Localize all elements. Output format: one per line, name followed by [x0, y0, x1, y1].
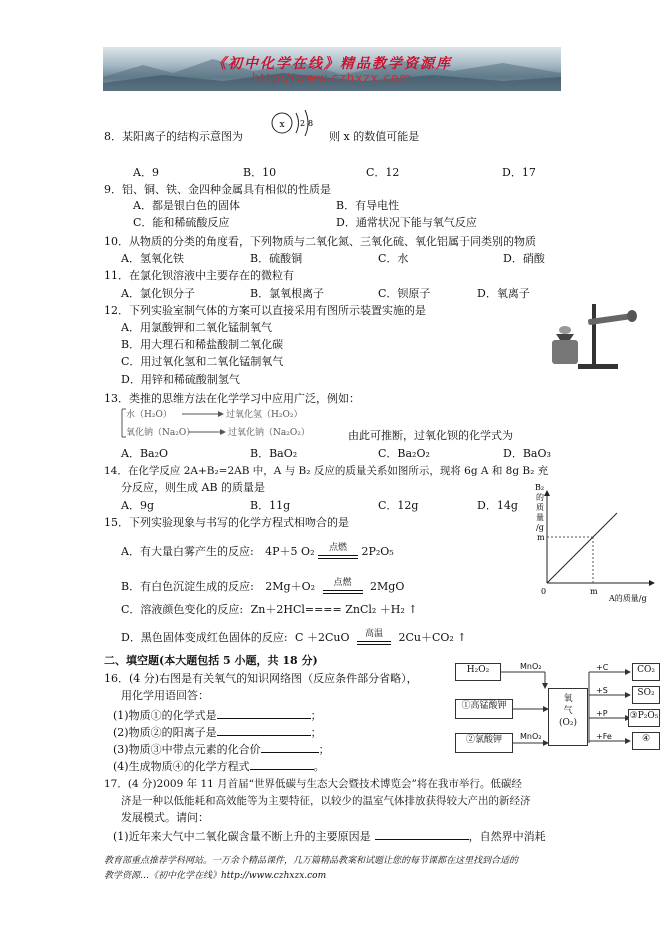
- q16-answer1-blank[interactable]: [217, 707, 311, 719]
- q17-text1: 17．(4 分)2009 年 11 月首届“世界低碳与生态大会暨技术博览会”将在我市举行。低碳经: [104, 778, 522, 790]
- q15-c-equation: Zn＋2HCl==== ZnCl₂ ＋H₂ ↑: [250, 603, 418, 616]
- q11-option-a[interactable]: A．氯化钡分子: [121, 287, 195, 300]
- q16-sub4: [113, 758, 325, 774]
- q13-option-c[interactable]: C．Ba₂O₂: [378, 447, 430, 460]
- shell2-label: 8: [308, 119, 314, 128]
- q15-option-b[interactable]: [121, 580, 404, 594]
- oxygen-char-1: 氧: [563, 694, 573, 704]
- q10-text: 10．从物质的分类的角度看，下列物质与二氧化氮、三氧化硫、氧化铝属于同类别的物质: [104, 235, 536, 248]
- q9-option-c[interactable]: C．能和稀硫酸反应: [133, 216, 230, 229]
- chart-ytick-m: m: [537, 533, 545, 542]
- q16-sub3: [113, 741, 330, 757]
- q12-option-d[interactable]: D．用锌和稀硫酸制氢气: [121, 373, 240, 386]
- box-oxygen: [548, 688, 588, 746]
- header-banner: [103, 47, 561, 91]
- box-four: ④: [632, 732, 660, 750]
- banner-url[interactable]: http://www.czhxzx.com: [251, 71, 413, 85]
- q15-b-lhs: 2Mg＋O₂: [265, 580, 316, 593]
- q17-text3: 发展模式。请问：: [121, 811, 209, 824]
- q15-a-lhs: 4P＋5 O₂: [265, 545, 315, 558]
- q16-answer3-blank[interactable]: [261, 741, 319, 753]
- q10-option-b[interactable]: B．硫酸铜: [250, 252, 303, 265]
- label-mno2-top: MnO₂: [520, 662, 542, 671]
- footer-line2[interactable]: 教学资源…《初中化学在线》http://www.czhxzx.com: [104, 871, 327, 881]
- q15-option-c[interactable]: [121, 603, 418, 617]
- chart-ylabel-5: /g: [536, 523, 544, 532]
- q16-answer2-blank[interactable]: [217, 724, 311, 736]
- footer-line1: 教育部重点推荐学科网站。一万余个精品课件，几万篇精品教案和试题让您的每节课都在这里找到合适的: [104, 856, 519, 866]
- analogy-diagram: [118, 406, 348, 440]
- q13-text: 13．类推的思维方法在化学学习中应用广泛，例如：: [104, 392, 360, 405]
- q17-text2: 济是一种以低能耗和高效能等为主要特征，以较少的温室气体排放获得较大产出的新经济: [121, 795, 531, 807]
- q17-answer1-blank[interactable]: [375, 828, 469, 840]
- chart-xlabel: A的质量/g: [609, 594, 647, 603]
- q15-option-d[interactable]: [121, 631, 467, 645]
- analogy-na2o2: 过氧化钠（Na₂O₂）: [228, 428, 310, 438]
- q15-text: 15．下列实验现象与书写的化学方程式相吻合的是: [104, 516, 349, 529]
- oxygen-formula: (O₂): [558, 718, 577, 728]
- box-h2o2: H₂O₂: [455, 663, 501, 681]
- ion-structure-diagram: [265, 106, 327, 140]
- shell1-label: 2: [300, 119, 306, 128]
- q13-option-a[interactable]: A．Ba₂O: [121, 447, 169, 460]
- q16-sub3-label: (3)物质③中带点元素的化合价: [113, 743, 261, 756]
- q16-sub1-end: ；: [310, 709, 322, 722]
- q16-text1: 16．(4 分)右图是有关氧气的知识网络图（反应条件部分省略），: [104, 672, 418, 685]
- mass-relation-chart: [525, 480, 659, 605]
- q15-a-condition: 点燃: [328, 543, 347, 553]
- section-title: 二、填空题(本大题包括 5 小题，共 18 分): [104, 654, 318, 667]
- q11-text: 11．在氯化钡溶液中主要存在的微粒有: [104, 269, 294, 282]
- analogy-na2o: 氧化钠（Na₂O）: [126, 428, 196, 438]
- q9-option-d[interactable]: D．通常状况下能与氧气反应: [336, 216, 477, 229]
- analogy-h2o2: 过氧化氢（H₂O₂）: [226, 410, 303, 420]
- q15-option-a[interactable]: [121, 545, 394, 559]
- q10-option-c[interactable]: C．水: [378, 252, 409, 265]
- q14-text2: 分反应，则生成 AB 的质量是: [121, 481, 266, 494]
- q13-tail: 由此可推断，过氧化钡的化学式为: [348, 429, 513, 442]
- q11-option-d[interactable]: D．氧离子: [477, 287, 530, 300]
- box-kclo3: ②氯酸钾: [455, 733, 513, 753]
- q15-a-rhs: 2P₂O₅: [361, 545, 394, 558]
- box-kmno4: ①高锰酸钾: [455, 699, 513, 719]
- label-plus-fe: +Fe: [596, 732, 612, 741]
- q16-sub2: [113, 724, 322, 740]
- q17-sub1-end: ，自然界中消耗: [468, 830, 546, 843]
- q14-text1: 14．在化学反应 2A+B₂=2AB 中，A 与 B₂ 反应的质量关系如图所示，现将 6g A 和 8g B₂ 充: [104, 465, 549, 477]
- chart-ylabel-3: 质: [536, 503, 544, 512]
- gas-apparatus-image: [548, 300, 640, 370]
- q16-sub4-label: (4)生成物质④的化学方程式: [113, 760, 250, 773]
- q13-option-d[interactable]: D．BaO₃: [503, 447, 551, 460]
- chart-xtick-0: 0: [541, 587, 547, 596]
- q8-text: 8．某阳离子的结构示意图为: [104, 130, 243, 143]
- label-plus-s: +S: [596, 686, 608, 695]
- q11-option-c[interactable]: C．钡原子: [378, 287, 431, 300]
- q9-option-b[interactable]: B．有导电性: [336, 199, 400, 212]
- q15-d-rhs: 2Cu＋CO₂ ↑: [398, 631, 467, 644]
- banner-title: 《初中化学在线》精品教学资源库: [212, 56, 452, 72]
- q16-answer4-blank[interactable]: [250, 758, 314, 770]
- q15-a-reaction-bar: [318, 543, 358, 559]
- label-mno2-bottom: MnO₂: [520, 732, 542, 741]
- q8-option-a[interactable]: A．9: [133, 166, 159, 179]
- q9-text: 9．铝、铜、铁、金四种金属具有相似的性质是: [104, 183, 331, 196]
- q17-sub1-label: (1)近年来大气中二氧化碳含量不断上升的主要原因是: [113, 830, 371, 843]
- q12-option-b[interactable]: B．用大理石和稀盐酸制二氧化碳: [121, 338, 284, 351]
- q14-option-d[interactable]: D．14g: [477, 499, 518, 512]
- q14-option-b[interactable]: B．11g: [250, 499, 291, 512]
- q15-d-condition: 高温: [364, 629, 383, 639]
- q8-option-c[interactable]: C．12: [366, 166, 400, 179]
- q15-c-label: C．溶液颜色变化的反应:: [121, 603, 244, 616]
- mass-line: [547, 513, 617, 583]
- nucleus-label: x: [279, 120, 285, 130]
- label-plus-p: +P: [596, 709, 608, 718]
- q14-option-c[interactable]: C．12g: [378, 499, 419, 512]
- q16-sub2-label: (2)物质②的阳离子是: [113, 726, 217, 739]
- q12-text: 12．下列实验室制气体的方案可以直接采用有图所示装置实施的是: [104, 304, 426, 317]
- q12-option-a[interactable]: A．用氯酸钾和二氧化锰制氧气: [121, 321, 272, 334]
- box-so2: SO₂: [632, 686, 660, 704]
- chart-ylabel-2: 的: [536, 493, 544, 502]
- chart-xtick-m: m: [590, 587, 598, 596]
- q8-option-d[interactable]: D．17: [502, 166, 536, 179]
- q16-sub1-label: (1)物质①的化学式是: [113, 709, 217, 722]
- q16-sub3-end: ；: [318, 743, 330, 756]
- chart-ylabel-1: B₂: [535, 483, 545, 492]
- q8-option-b[interactable]: B．10: [243, 166, 277, 179]
- box-co2: CO₂: [632, 663, 660, 681]
- q14-option-a[interactable]: A．9g: [121, 499, 154, 512]
- q8-tail: 则 x 的数值可能是: [329, 130, 420, 143]
- chart-ylabel-4: 量: [536, 513, 544, 522]
- q15-b-label: B．有白色沉淀生成的反应:: [121, 580, 254, 593]
- q15-d-reaction-bar: [357, 629, 391, 645]
- label-plus-c: +C: [596, 663, 609, 672]
- analogy-water: 水（H₂O）: [126, 410, 172, 420]
- q12-option-c[interactable]: C．用过氧化氢和二氧化锰制氧气: [121, 355, 284, 368]
- q10-option-a[interactable]: A．氢氧化铁: [121, 252, 184, 265]
- q11-option-b[interactable]: B．氯氧根离子: [250, 287, 325, 300]
- q13-option-b[interactable]: B．BaO₂: [250, 447, 298, 460]
- q16-sub1: [113, 707, 322, 723]
- q10-option-d[interactable]: D．硝酸: [503, 252, 545, 265]
- q15-d-label: D．黑色固体变成红色固体的反应:: [121, 631, 288, 644]
- q16-sub4-end: 。: [313, 760, 325, 773]
- q16-text2: 用化学用语回答：: [121, 689, 209, 702]
- q15-b-rhs: 2MgO: [370, 580, 405, 593]
- q15-b-condition: 点燃: [333, 578, 352, 588]
- q15-d-lhs: C ＋2CuO: [295, 631, 350, 644]
- oxygen-char-2: 气: [563, 706, 573, 716]
- q15-a-label: A．有大量白雾产生的反应:: [121, 545, 254, 558]
- q16-sub2-end: ；: [310, 726, 322, 739]
- box-p2o5: ③P₂O₅: [628, 709, 660, 727]
- q9-option-a[interactable]: A．都是银白色的固体: [133, 199, 240, 212]
- q15-b-reaction-bar: [323, 578, 363, 594]
- q17-sub1: [113, 828, 546, 844]
